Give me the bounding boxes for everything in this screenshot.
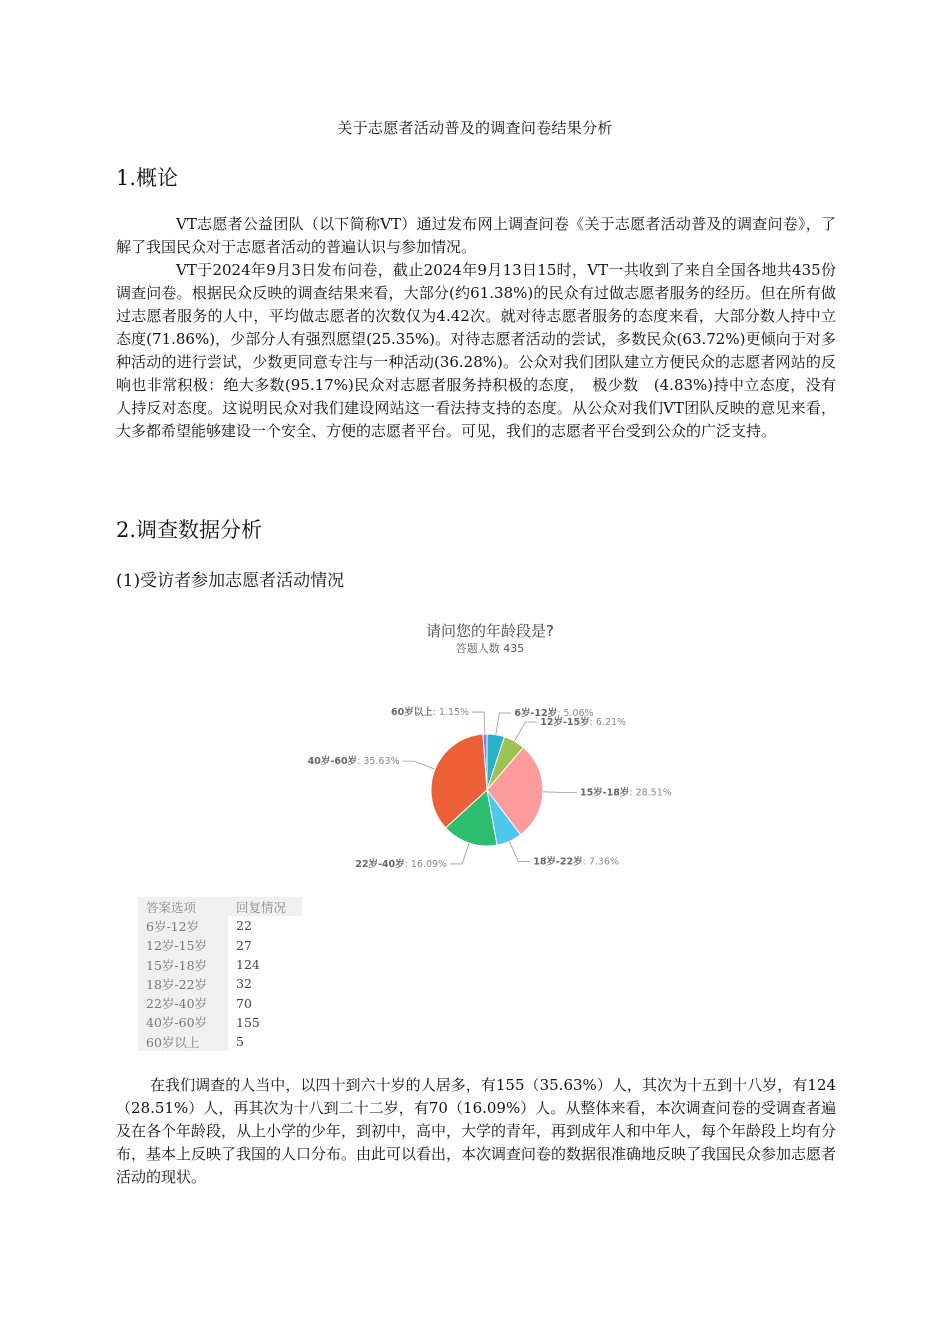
document-title: 关于志愿者活动普及的调查问卷结果分析 (337, 119, 613, 137)
section-2-heading: 2.调查数据分析 (116, 518, 263, 542)
answer-option-cell: 40岁-60岁 (138, 1013, 228, 1032)
answer-option-cell: 60岁以上 (138, 1032, 228, 1051)
pie-data-label: 15岁-18岁: 28.51% (579, 787, 672, 799)
response-count-cell: 32 (236, 976, 252, 992)
intro-paragraph: VT志愿者公益团队（以下简称VT）通过发布网上调查问卷《关于志愿者活动普及的调查问卷》，了解了我国民众对于志愿者活动的普遍认识与参加情况。 (116, 215, 836, 256)
response-count-cell: 155 (236, 1014, 260, 1030)
table-row (138, 1032, 302, 1051)
pie-leader-line (543, 792, 577, 793)
pie-leader-line (514, 722, 537, 741)
table-header-cell: 答案选项 (138, 897, 228, 916)
pie-leader-line (496, 713, 511, 735)
answer-option-cell: 12岁-15岁 (138, 936, 228, 955)
analysis-paragraph-wrap (116, 1074, 836, 1189)
pie-data-label: 6岁-12岁: 5.06% (514, 707, 594, 719)
pie-data-label: 22岁-40岁: 16.09% (355, 858, 448, 870)
answer-option-cell: 22岁-40岁 (138, 993, 228, 1012)
table-header-row (138, 897, 302, 916)
section-2-subheading: (1)受访者参加志愿者活动情况 (116, 571, 345, 591)
table-header-cell: 回复情况 (228, 897, 302, 916)
pie-data-label: 60岁以上: 1.15% (391, 707, 470, 719)
pie-svg (280, 612, 700, 882)
response-count-cell: 5 (236, 1034, 244, 1050)
age-pie-chart (280, 612, 700, 882)
table-row (138, 1013, 302, 1032)
answer-option-cell: 18岁-22岁 (138, 974, 228, 993)
section-1-heading: 1.概论 (116, 166, 179, 190)
pie-leader-line (472, 712, 485, 734)
answer-option-cell: 6岁-12岁 (138, 916, 228, 935)
table-row (138, 936, 302, 955)
pie-data-label: 18岁-22岁: 7.36% (533, 856, 620, 868)
summary-paragraph: VT于2024年9月3日发布问卷，截止2024年9月13日15时，VT一共收到了来自全国各地共435份调查问卷。根据民众反映的调查结果来看，大部分(约61.38%)的民众有过做志愿者服务的经历。但在所有做过志愿者服务的人中，平均做志愿者的次数仅为4.42次。就对待志愿者服务的态度来看，大部分数人持中立态度(71.86%)，少部分人有强烈愿望(25.35%)。对待志愿者活动的尝试，多数民众(63.72%)更倾向于对多种活动的进行尝试，少数更同意专注与一种活动(36.28%)。公众对我们团队建立方便民众的志愿者网站的反响也非常积极：绝大多数(95.17%)民众对志愿者服务持积极的态度， 极少数 (4.83%)持中立态度，没有人持反对态度。这说明民众对我们建设网站这一看法持支持的态度。从公众对我们VT团队反映的意见来看，大多都希望能够建设一个安全、方便的志愿者平台。可见，我们的志愿者平台受到公众的广泛支持。 (116, 261, 836, 440)
response-table (138, 897, 302, 1051)
pie-data-label: 40岁-60岁: 35.63% (307, 756, 400, 768)
table-row (138, 974, 302, 993)
response-count-cell: 70 (236, 995, 252, 1011)
pie-data-label: 12岁-15岁: 6.21% (540, 717, 627, 729)
pie-leader-line (403, 761, 435, 769)
response-count-cell: 124 (236, 957, 260, 973)
analysis-paragraph: 在我们调查的人当中，以四十到六十岁的人居多，有155（35.63%）人，其次为十五到十八岁，有124（28.51%）人，再其次为十八到二十二岁，有70（16.09%）人。从整体来看，本次调查问卷的受调查者遍及在各个年龄段，从上小学的少年，到初中，高中，大学的青年，再到成年人和中年人，每个年龄段上均有分布，基本上反映了我国的人口分布。由此可以看出，本次调查问卷的数据很准确地反映了我国民众参加志愿者活动的现状。 (116, 1076, 837, 1186)
pie-leader-line (450, 843, 469, 864)
section-1-body (116, 213, 836, 443)
answer-option-cell: 15岁-18岁 (138, 955, 228, 974)
pie-leader-line (509, 841, 530, 861)
response-count-cell: 27 (236, 937, 252, 953)
chart-subtitle: 答题人数 435 (455, 642, 525, 655)
chart-title: 请问您的年龄段是? (426, 622, 554, 640)
table-row (138, 916, 302, 935)
table-row (138, 955, 302, 974)
response-count-cell: 22 (236, 918, 252, 934)
table-row (138, 993, 302, 1012)
